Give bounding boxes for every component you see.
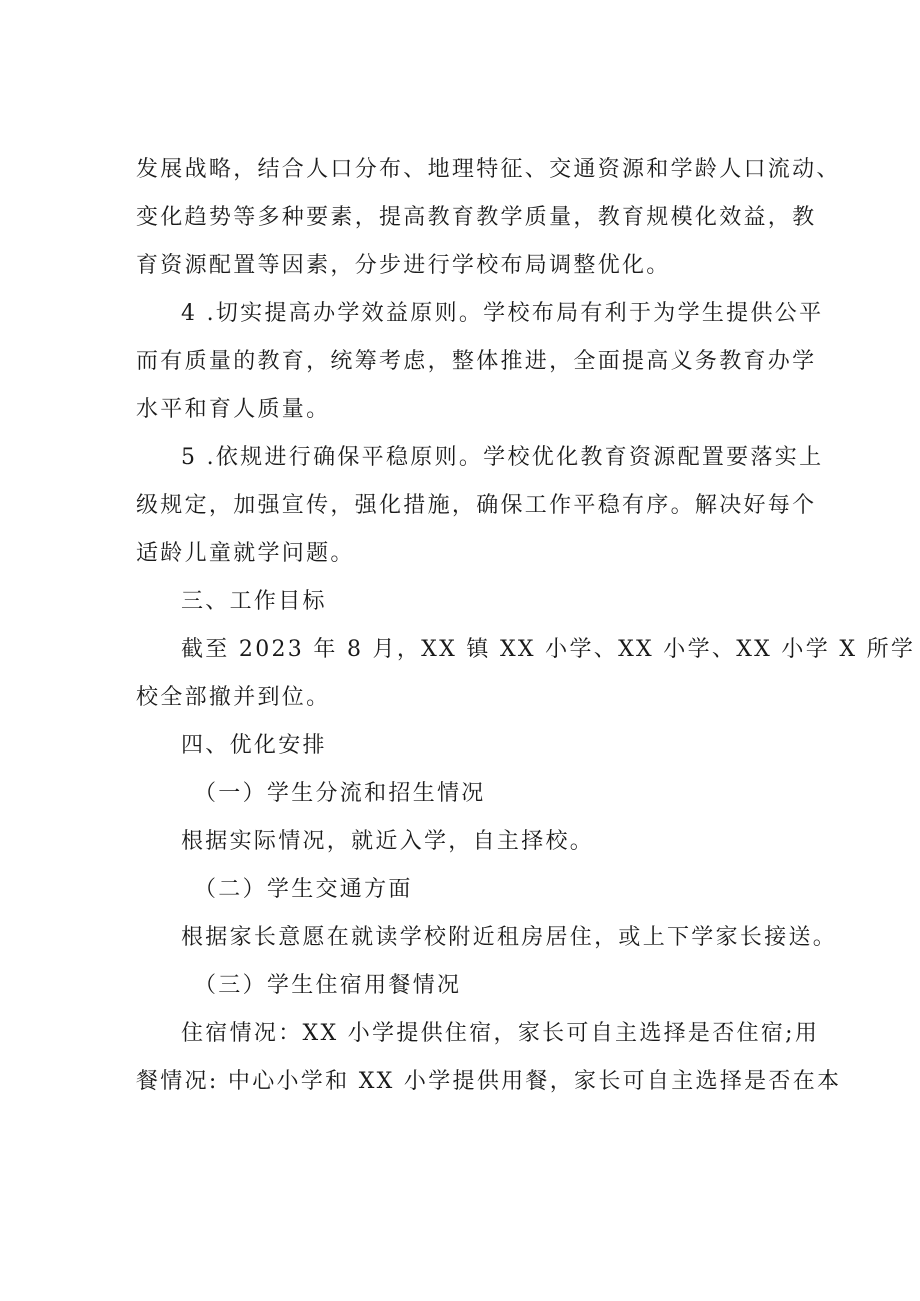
text-line: 4 .切实提高办学效益原则。学校布局有利于为学生提供公平	[181, 301, 824, 326]
paragraph-boarding	[136, 1010, 842, 1106]
paragraph-enrollment	[136, 818, 790, 866]
subheading-text: （一）学生分流和招生情况	[194, 781, 486, 806]
heading-text: 四、优化安排	[181, 733, 327, 758]
paragraph-principle-5	[136, 434, 824, 578]
text-line: 5 .依规进行确保平稳原则。学校优化教育资源配置要落实上	[181, 445, 824, 470]
paragraph-goals	[136, 626, 916, 722]
subheading-text: （三）学生住宿用餐情况	[194, 973, 462, 998]
text-line: 根据实际情况，就近入学，自主择校。	[181, 829, 595, 854]
text-line: 发展战略，结合人口分布、地理特征、交通资源和学龄人口流动、	[136, 157, 841, 182]
text-line: 适龄儿童就学问题。	[136, 541, 355, 566]
subheading-enrollment	[136, 770, 790, 818]
text-line: 校全部撤并到位。	[136, 685, 331, 710]
subheading-boarding	[136, 962, 790, 1010]
text-line: 育资源配置等因素，分步进行学校布局调整优化。	[136, 253, 671, 278]
section-heading-goals	[136, 578, 790, 626]
text-line: 水平和育人质量。	[136, 397, 331, 422]
subheading-transport	[136, 866, 790, 914]
section-heading-arrangement	[136, 722, 790, 770]
paragraph-transport	[136, 914, 838, 962]
heading-text: 三、工作目标	[181, 589, 327, 614]
text-line: 住宿情况：XX 小学提供住宿，家长可自主选择是否住宿;用	[181, 1021, 820, 1046]
text-line: 根据家长意愿在就读学校附近租房居住，或上下学家长接送。	[181, 925, 838, 950]
text-line: 截至 2023 年 8 月，XX 镇 XX 小学、XX 小学、XX 小学 X 所学	[181, 637, 916, 662]
subheading-text: （二）学生交通方面	[194, 877, 413, 902]
paragraph-layout-strategy	[136, 146, 841, 290]
text-line: 级规定，加强宣传，强化措施，确保工作平稳有序。解决好每个	[136, 493, 817, 518]
text-line: 而有质量的教育，统筹考虑，整体推进，全面提高义务教育办学	[136, 349, 817, 374]
text-line: 变化趋势等多种要素，提高教育教学质量，教育规模化效益，教	[136, 205, 817, 230]
text-line: 餐情况: 中心小学和 XX 小学提供用餐，家长可自主选择是否在本	[136, 1069, 842, 1094]
paragraph-principle-4	[136, 290, 824, 434]
